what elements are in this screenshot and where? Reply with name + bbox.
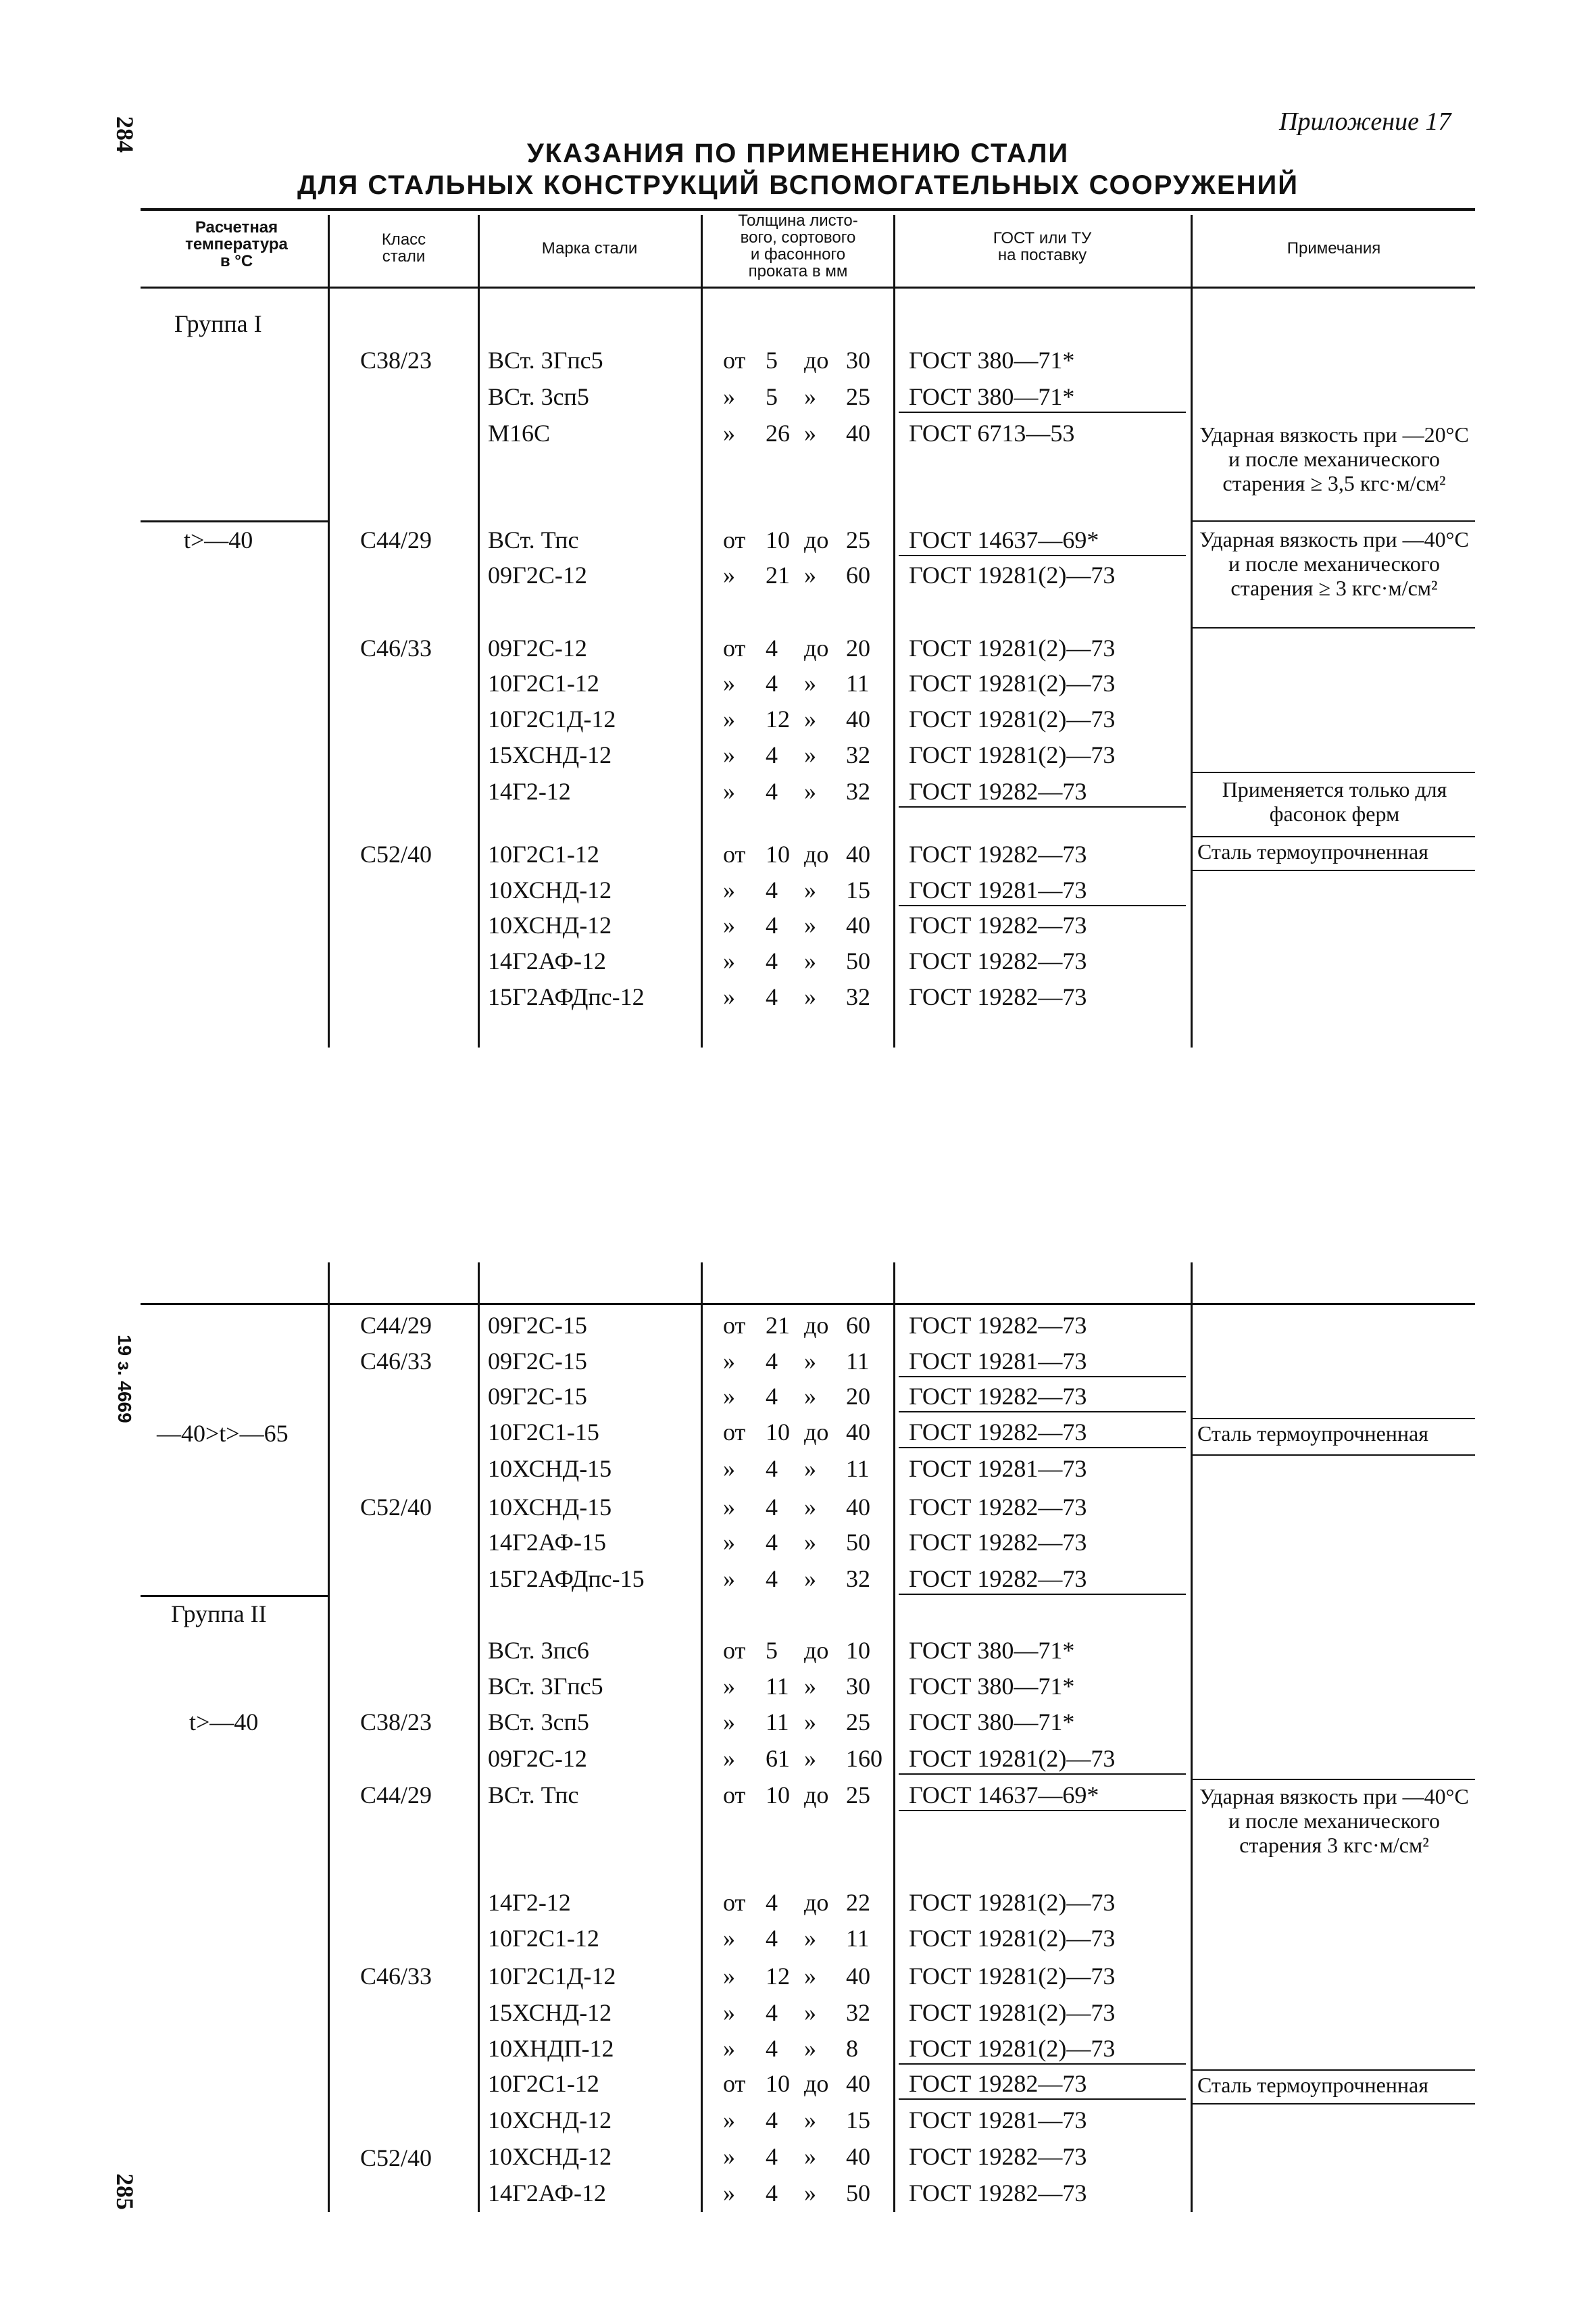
thickness-prefix: »	[723, 1348, 735, 1375]
gost-underline	[899, 1376, 1186, 1377]
steel-grade: 10Г2С1Д-12	[488, 706, 616, 733]
thickness-to: 32	[846, 983, 870, 1010]
class-label: С44/29	[360, 1781, 432, 1808]
thickness-from: 61	[766, 1745, 790, 1772]
note-rule	[1191, 1779, 1475, 1780]
gost-underline	[899, 1411, 1186, 1412]
thickness-to: 11	[846, 670, 870, 697]
steel-grade: 15Г2АФДпс-12	[488, 983, 645, 1010]
thickness-prefix: от	[723, 1637, 746, 1664]
thickness-prefix: от	[723, 1312, 746, 1339]
thickness-from: 4	[766, 1999, 778, 2026]
thickness-from: 4	[766, 1383, 778, 1410]
header-notes: Примечания	[1287, 239, 1381, 257]
thickness-prefix: »	[723, 1383, 735, 1410]
thickness-to: 22	[846, 1889, 870, 1916]
thickness-from: 5	[766, 1637, 778, 1664]
thickness-connector: »	[804, 706, 816, 733]
gost-standard: ГОСТ 19282—73	[909, 2143, 1087, 2170]
thickness-to: 32	[846, 1999, 870, 2026]
thickness-to: 32	[846, 778, 870, 805]
header-class: Класс стали	[381, 230, 426, 266]
col-divider-1b	[328, 1262, 330, 2212]
thickness-from: 12	[766, 1963, 790, 1990]
header-bottom-rule	[141, 287, 1475, 289]
title-line-2: ДЛЯ СТАЛЬНЫХ КОНСТРУКЦИЙ ВСПОМОГАТЕЛЬНЫХ СООРУЖЕНИЙ	[297, 170, 1299, 200]
note-rule	[1191, 1454, 1475, 1456]
steel-grade: 09Г2С-12	[488, 635, 587, 662]
col-divider-4b	[893, 1262, 895, 2212]
thickness-from: 4	[766, 2107, 778, 2134]
group-separator	[141, 1595, 328, 1597]
thickness-to: 40	[846, 1419, 870, 1446]
thickness-connector: »	[804, 1383, 816, 1410]
steel-grade: 09Г2С-12	[488, 562, 587, 589]
col-divider-2b	[478, 1262, 480, 2212]
temperature-label: t>—40	[184, 526, 253, 553]
note-rule	[1191, 870, 1475, 871]
note-rule	[1191, 836, 1475, 837]
thickness-from: 12	[766, 706, 790, 733]
steel-grade: 09Г2С-15	[488, 1383, 587, 1410]
gost-standard: ГОСТ 19282—73	[909, 1529, 1087, 1556]
thickness-connector: »	[804, 2143, 816, 2170]
thickness-prefix: от	[723, 841, 746, 868]
thickness-from: 4	[766, 2180, 778, 2207]
thickness-prefix: »	[723, 670, 735, 697]
thickness-prefix: от	[723, 347, 746, 374]
thickness-connector: до	[804, 1419, 829, 1446]
class-label: С46/33	[360, 1348, 432, 1375]
steel-grade: 14Г2-12	[488, 778, 571, 805]
gost-standard: ГОСТ 19281(2)—73	[909, 635, 1116, 662]
thickness-to: 160	[846, 1745, 882, 1772]
thickness-connector: »	[804, 383, 816, 410]
steel-grade: ВСт. 3Гпс5	[488, 347, 603, 374]
side-mark: 19 з. 4669	[114, 1335, 135, 1423]
temperature-label: t>—40	[189, 1708, 259, 1736]
thickness-connector: »	[804, 2035, 816, 2062]
thickness-prefix: »	[723, 1565, 735, 1592]
thickness-from: 4	[766, 741, 778, 768]
gost-standard: ГОСТ 19282—73	[909, 778, 1087, 805]
class-label: С38/23	[360, 1708, 432, 1736]
steel-grade: 15ХСНД-12	[488, 741, 612, 768]
thickness-connector: »	[804, 670, 816, 697]
thickness-prefix: »	[723, 912, 735, 939]
thickness-from: 4	[766, 635, 778, 662]
thickness-to: 50	[846, 947, 870, 975]
thickness-to: 25	[846, 383, 870, 410]
thickness-to: 40	[846, 2143, 870, 2170]
thickness-from: 4	[766, 983, 778, 1010]
thickness-to: 60	[846, 1312, 870, 1339]
thickness-connector: »	[804, 1529, 816, 1556]
gost-standard: ГОСТ 380—71*	[909, 1673, 1075, 1700]
thickness-connector: »	[804, 562, 816, 589]
note-rule	[1191, 772, 1475, 773]
thickness-prefix: от	[723, 635, 746, 662]
thickness-connector: до	[804, 1637, 829, 1664]
thickness-prefix: »	[723, 2143, 735, 2170]
steel-grade: 10ХСНД-12	[488, 912, 612, 939]
thickness-from: 4	[766, 2143, 778, 2170]
note-rule	[1191, 1418, 1475, 1419]
steel-grade: 10ХСНД-12	[488, 2107, 612, 2134]
note-cell: Сталь термоупрочненная	[1197, 2073, 1428, 2097]
note-cell: Ударная вязкость при —40°С и после механического старения ≥ 3 кгс·м/см²	[1199, 527, 1469, 600]
note-rule	[1191, 627, 1475, 629]
thickness-to: 40	[846, 2070, 870, 2097]
thickness-to: 11	[846, 1455, 870, 1482]
thickness-from: 4	[766, 912, 778, 939]
thickness-prefix: »	[723, 1999, 735, 2026]
class-label: С52/40	[360, 2144, 432, 2171]
temperature-label: —40>t>—65	[157, 1420, 289, 1447]
thickness-to: 11	[846, 1348, 870, 1375]
steel-grade: ВСт. Тпс	[488, 526, 579, 553]
thickness-connector: »	[804, 1999, 816, 2026]
group-label: Группа I	[174, 310, 262, 337]
thickness-prefix: от	[723, 1419, 746, 1446]
note-cell: Ударная вязкость при —20°С и после механического старения ≥ 3,5 кгс·м/см²	[1199, 422, 1469, 495]
thickness-to: 50	[846, 1529, 870, 1556]
thickness-from: 4	[766, 1348, 778, 1375]
thickness-to: 40	[846, 912, 870, 939]
thickness-to: 25	[846, 1708, 870, 1736]
note-cell: Сталь термоупрочненная	[1197, 1421, 1428, 1446]
gost-standard: ГОСТ 380—71*	[909, 383, 1075, 410]
thickness-connector: »	[804, 912, 816, 939]
thickness-connector: до	[804, 841, 829, 868]
gost-standard: ГОСТ 19282—73	[909, 1565, 1087, 1592]
thickness-from: 10	[766, 526, 790, 553]
steel-grade: 10Г2С1Д-12	[488, 1963, 616, 1990]
class-label: С52/40	[360, 1494, 432, 1521]
thickness-connector: »	[804, 1708, 816, 1736]
appendix-label: Приложение 17	[1279, 107, 1451, 136]
steel-grade: ВСт. 3сп5	[488, 1708, 589, 1736]
thickness-from: 4	[766, 670, 778, 697]
col-divider-3b	[701, 1262, 703, 2212]
thickness-from: 10	[766, 2070, 790, 2097]
thickness-prefix: »	[723, 1529, 735, 1556]
gost-standard: ГОСТ 19281(2)—73	[909, 670, 1116, 697]
steel-grade: 10Г2С1-12	[488, 841, 599, 868]
gost-standard: ГОСТ 19282—73	[909, 983, 1087, 1010]
thickness-prefix: »	[723, 741, 735, 768]
note-cell: Сталь термоупрочненная	[1197, 839, 1428, 864]
col-divider-2	[478, 215, 480, 1048]
header-grade: Марка стали	[541, 239, 638, 257]
gost-standard: ГОСТ 19281(2)—73	[909, 1999, 1116, 2026]
gost-standard: ГОСТ 6713—53	[909, 420, 1075, 447]
gost-underline	[899, 905, 1186, 906]
gost-standard: ГОСТ 19282—73	[909, 1494, 1087, 1521]
thickness-from: 10	[766, 1419, 790, 1446]
class-label: С52/40	[360, 841, 432, 868]
gost-standard: ГОСТ 19281(2)—73	[909, 1745, 1116, 1772]
gost-standard: ГОСТ 19281(2)—73	[909, 2035, 1116, 2062]
thickness-connector: »	[804, 1745, 816, 1772]
steel-grade: 10Г2С1-12	[488, 1925, 599, 1952]
thickness-prefix: »	[723, 1455, 735, 1482]
thickness-to: 40	[846, 841, 870, 868]
group-separator	[141, 520, 328, 522]
gost-standard: ГОСТ 19281(2)—73	[909, 1889, 1116, 1916]
steel-grade: 14Г2АФ-15	[488, 1529, 606, 1556]
steel-grade: 10ХСНД-15	[488, 1455, 612, 1482]
gost-standard: ГОСТ 380—71*	[909, 1637, 1075, 1664]
steel-grade: 09Г2С-15	[488, 1348, 587, 1375]
thickness-from: 4	[766, 877, 778, 904]
thickness-connector: до	[804, 635, 829, 662]
thickness-from: 21	[766, 562, 790, 589]
thickness-to: 40	[846, 1494, 870, 1521]
thickness-prefix: »	[723, 383, 735, 410]
thickness-connector: »	[804, 947, 816, 975]
gost-underline	[899, 1773, 1186, 1775]
thickness-to: 20	[846, 635, 870, 662]
class-label: С46/33	[360, 635, 432, 662]
thickness-to: 30	[846, 1673, 870, 1700]
thickness-from: 4	[766, 778, 778, 805]
group-label: Группа II	[171, 1600, 267, 1627]
thickness-to: 11	[846, 1925, 870, 1952]
thickness-to: 25	[846, 526, 870, 553]
thickness-from: 11	[766, 1673, 789, 1700]
gost-standard: ГОСТ 19282—73	[909, 2180, 1087, 2207]
thickness-prefix: »	[723, 1745, 735, 1772]
thickness-to: 15	[846, 2107, 870, 2134]
thickness-connector: »	[804, 1963, 816, 1990]
thickness-from: 4	[766, 947, 778, 975]
thickness-from: 4	[766, 1455, 778, 1482]
steel-grade: 14Г2АФ-12	[488, 947, 606, 975]
steel-grade: 15ХСНД-12	[488, 1999, 612, 2026]
thickness-to: 40	[846, 1963, 870, 1990]
thickness-from: 4	[766, 1565, 778, 1592]
class-label: С38/23	[360, 347, 432, 374]
thickness-connector: »	[804, 1925, 816, 1952]
gost-underline	[899, 2098, 1186, 2100]
thickness-to: 10	[846, 1637, 870, 1664]
thickness-prefix: »	[723, 947, 735, 975]
gost-underline	[899, 1447, 1186, 1448]
note-rule	[1191, 2069, 1475, 2071]
gost-underline	[899, 412, 1186, 413]
thickness-from: 10	[766, 841, 790, 868]
thickness-from: 5	[766, 383, 778, 410]
thickness-connector: »	[804, 1455, 816, 1482]
thickness-connector: »	[804, 741, 816, 768]
thickness-connector: до	[804, 1889, 829, 1916]
gost-standard: ГОСТ 19281—73	[909, 2107, 1087, 2134]
thickness-to: 15	[846, 877, 870, 904]
thickness-connector: до	[804, 2070, 829, 2097]
steel-grade: 10ХНДП-12	[488, 2035, 614, 2062]
thickness-connector: до	[804, 1312, 829, 1339]
thickness-from: 11	[766, 1708, 789, 1736]
thickness-to: 40	[846, 420, 870, 447]
thickness-prefix: »	[723, 2035, 735, 2062]
title-line-1: УКАЗАНИЯ ПО ПРИМЕНЕНИЮ СТАЛИ	[526, 139, 1070, 168]
gost-standard: ГОСТ 14637—69*	[909, 1781, 1099, 1808]
steel-grade: ВСт. Тпс	[488, 1781, 579, 1808]
gost-standard: ГОСТ 19282—73	[909, 1383, 1087, 1410]
thickness-connector: »	[804, 877, 816, 904]
header-gost: ГОСТ или ТУ на поставку	[993, 229, 1092, 264]
header-temperature: Расчетная температура в °С	[185, 218, 288, 270]
thickness-connector: »	[804, 1348, 816, 1375]
gost-underline	[899, 806, 1186, 808]
steel-grade: 10ХСНД-12	[488, 2143, 612, 2170]
thickness-connector: »	[804, 778, 816, 805]
thickness-prefix: »	[723, 1494, 735, 1521]
thickness-prefix: от	[723, 526, 746, 553]
steel-grade: 10Г2С1-12	[488, 670, 599, 697]
thickness-connector: »	[804, 1673, 816, 1700]
thickness-from: 5	[766, 347, 778, 374]
col-divider-1	[328, 215, 330, 1048]
thickness-prefix: »	[723, 1708, 735, 1736]
steel-grade: 14Г2-12	[488, 1889, 571, 1916]
header-thickness: Толщина листо- вого, сортового и фасонного проката в мм	[738, 212, 858, 280]
class-label: С46/33	[360, 1963, 432, 1990]
thickness-connector: до	[804, 347, 829, 374]
thickness-prefix: »	[723, 2107, 735, 2134]
col-divider-5	[1191, 215, 1193, 1048]
lower-table-top-rule	[141, 1303, 1475, 1305]
steel-grade: ВСт. 3сп5	[488, 383, 589, 410]
steel-grade: М16С	[488, 420, 551, 447]
page-number-bottom: 285	[111, 2173, 139, 2210]
gost-standard: ГОСТ 19281—73	[909, 1348, 1087, 1375]
page-number-top: 284	[111, 116, 139, 153]
thickness-to: 30	[846, 347, 870, 374]
gost-standard: ГОСТ 19281(2)—73	[909, 1963, 1116, 1990]
thickness-to: 50	[846, 2180, 870, 2207]
gost-standard: ГОСТ 380—71*	[909, 1708, 1075, 1736]
thickness-connector: до	[804, 526, 829, 553]
thickness-to: 8	[846, 2035, 858, 2062]
thickness-prefix: от	[723, 2070, 746, 2097]
thickness-to: 32	[846, 741, 870, 768]
class-label: С44/29	[360, 1312, 432, 1339]
thickness-to: 60	[846, 562, 870, 589]
thickness-prefix: »	[723, 420, 735, 447]
steel-grade: 09Г2С-12	[488, 1745, 587, 1772]
thickness-prefix: »	[723, 1673, 735, 1700]
gost-standard: ГОСТ 19281(2)—73	[909, 741, 1116, 768]
thickness-from: 26	[766, 420, 790, 447]
steel-grade: ВСт. 3пс6	[488, 1637, 589, 1664]
note-rule	[1191, 2103, 1475, 2104]
thickness-connector: »	[804, 2107, 816, 2134]
note-cell: Ударная вязкость при —40°С и после механического старения 3 кгс·м/см²	[1199, 1784, 1469, 1857]
thickness-prefix: »	[723, 877, 735, 904]
thickness-connector: »	[804, 2180, 816, 2207]
gost-standard: ГОСТ 19282—73	[909, 2070, 1087, 2097]
gost-standard: ГОСТ 380—71*	[909, 347, 1075, 374]
gost-underline	[899, 2063, 1186, 2065]
steel-grade: 10ХСНД-15	[488, 1494, 612, 1521]
gost-standard: ГОСТ 19282—73	[909, 912, 1087, 939]
steel-grade: 10Г2С1-15	[488, 1419, 599, 1446]
thickness-from: 4	[766, 1494, 778, 1521]
gost-standard: ГОСТ 19282—73	[909, 947, 1087, 975]
gost-standard: ГОСТ 19281(2)—73	[909, 706, 1116, 733]
col-divider-4	[893, 215, 895, 1048]
thickness-from: 4	[766, 1925, 778, 1952]
gost-standard: ГОСТ 19281—73	[909, 1455, 1087, 1482]
thickness-from: 10	[766, 1781, 790, 1808]
table-top-rule	[141, 208, 1475, 211]
thickness-to: 20	[846, 1383, 870, 1410]
gost-underline	[899, 555, 1186, 556]
thickness-from: 4	[766, 1529, 778, 1556]
gost-standard: ГОСТ 19282—73	[909, 1312, 1087, 1339]
gost-standard: ГОСТ 19281—73	[909, 877, 1087, 904]
thickness-prefix: »	[723, 2180, 735, 2207]
thickness-to: 40	[846, 706, 870, 733]
thickness-prefix: »	[723, 778, 735, 805]
thickness-connector: »	[804, 1494, 816, 1521]
thickness-prefix: от	[723, 1781, 746, 1808]
steel-grade: 15Г2АФДпс-15	[488, 1565, 645, 1592]
col-divider-3	[701, 215, 703, 1048]
steel-grade: 14Г2АФ-12	[488, 2180, 606, 2207]
thickness-prefix: »	[723, 706, 735, 733]
thickness-from: 4	[766, 2035, 778, 2062]
thickness-prefix: »	[723, 1925, 735, 1952]
gost-standard: ГОСТ 19282—73	[909, 841, 1087, 868]
gost-standard: ГОСТ 14637—69*	[909, 526, 1099, 553]
thickness-connector: до	[804, 1781, 829, 1808]
note-rule	[1191, 520, 1475, 522]
class-label: С44/29	[360, 526, 432, 553]
thickness-connector: »	[804, 420, 816, 447]
steel-grade: ВСт. 3Гпс5	[488, 1673, 603, 1700]
gost-underline	[899, 1594, 1186, 1595]
steel-grade: 09Г2С-15	[488, 1312, 587, 1339]
thickness-connector: »	[804, 983, 816, 1010]
gost-standard: ГОСТ 19281(2)—73	[909, 562, 1116, 589]
steel-grade: 10ХСНД-12	[488, 877, 612, 904]
thickness-from: 4	[766, 1889, 778, 1916]
gost-standard: ГОСТ 19281(2)—73	[909, 1925, 1116, 1952]
note-cell: Применяется только для фасонок ферм	[1222, 777, 1447, 826]
thickness-connector: »	[804, 1565, 816, 1592]
thickness-prefix: »	[723, 1963, 735, 1990]
gost-standard: ГОСТ 19282—73	[909, 1419, 1087, 1446]
gost-underline	[899, 1810, 1186, 1811]
thickness-prefix: от	[723, 1889, 746, 1916]
thickness-to: 25	[846, 1781, 870, 1808]
thickness-to: 32	[846, 1565, 870, 1592]
thickness-prefix: »	[723, 983, 735, 1010]
thickness-prefix: »	[723, 562, 735, 589]
steel-grade: 10Г2С1-12	[488, 2070, 599, 2097]
thickness-from: 21	[766, 1312, 790, 1339]
